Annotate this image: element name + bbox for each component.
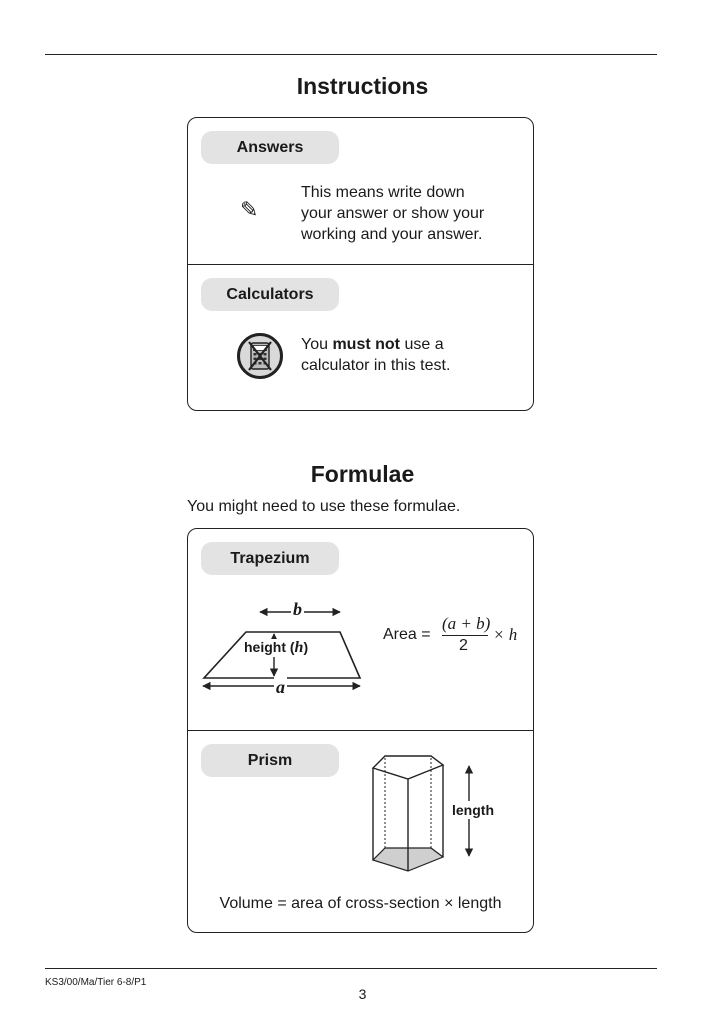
volume-formula: Volume = area of cross-section × length: [219, 895, 502, 912]
trapezium-label: Trapezium: [201, 542, 339, 575]
area-numerator: (a + b): [442, 614, 491, 633]
length-label: length: [452, 802, 494, 818]
answers-label: Answers: [201, 131, 339, 164]
answers-line: This means write down: [301, 184, 465, 201]
page-number: 3: [358, 986, 367, 1002]
instructions-box: [187, 117, 534, 411]
instructions-divider: [188, 264, 533, 265]
no-calculator-icon: [236, 332, 284, 380]
calculators-line-1: You must not use a: [301, 336, 444, 353]
page-title: Instructions: [296, 73, 429, 99]
height-label: height (h): [244, 639, 309, 656]
calculators-line-2: calculator in this test.: [301, 357, 451, 374]
pencil-icon: ✎: [240, 198, 259, 223]
formulae-divider: [188, 730, 533, 731]
prism-label: Prism: [201, 744, 339, 777]
prism-top: [373, 756, 443, 779]
answers-line: working and your answer.: [301, 226, 483, 243]
top-rule: [45, 54, 657, 55]
fraction-bar: [442, 635, 488, 636]
times-h: × h: [493, 625, 518, 644]
formulae-box: [187, 528, 534, 933]
answers-line: your answer or show your: [301, 205, 485, 222]
area-label: Area =: [383, 626, 431, 643]
formulae-title: Formulae: [310, 461, 415, 487]
answers-text: [301, 182, 484, 245]
footer-rule: [45, 968, 657, 969]
paper-code: KS3/00/Ma/Tier 6-8/P1: [45, 977, 147, 988]
area-denominator: 2: [459, 637, 468, 654]
side-b-label: b: [293, 599, 302, 619]
side-a-label: a: [276, 677, 285, 697]
formulae-intro: You might need to use these formulae.: [187, 498, 461, 515]
calculators-label: Calculators: [201, 278, 339, 311]
calculators-text: [301, 334, 450, 376]
must-not-emphasis: must not: [332, 336, 400, 353]
